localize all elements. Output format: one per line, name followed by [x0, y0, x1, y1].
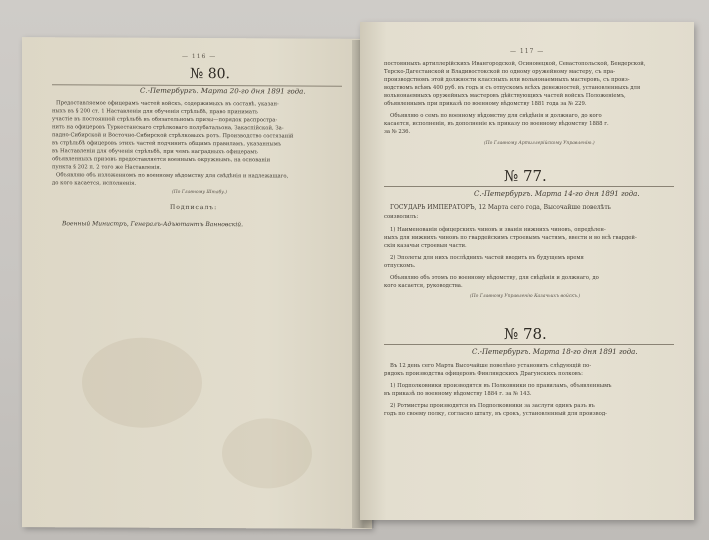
order-80-line: объявленныхъ призовъ предоставляется военнымъ окружнымъ, на основаніи [52, 156, 271, 164]
order-77-line: 1) Наименованія офицерскихъ чиновъ и званія нижнихъ чиновъ, опредѣлен- [390, 227, 606, 233]
top-text-line: постоянныхъ артиллерійскихъ Ивангородской, Осиновецкой, Севастопольской, Бендерской, [384, 61, 646, 67]
order-77-dateline: С.-Петербургъ. Марта 14-го дня 1891 года. [474, 190, 640, 198]
order-80-line: участіе въ постоянной стрѣльбѣ въ обязательномъ призы—порядок распростра- [52, 116, 278, 124]
order-80-source: (По Главному Штабу.) [172, 189, 228, 196]
order-78-heading: № 78. [504, 325, 547, 343]
order-77-line: скія казачьи строевыя части. [384, 243, 467, 249]
top-source: (По Главному Артиллерійскому Управленію.) [484, 141, 595, 146]
top-text-line: за № 236. [384, 129, 411, 135]
left-page [22, 37, 372, 529]
top-text-line: производствомъ этой должности классныхъ или вольнонаемныхъ мастеровъ, съ произ- [384, 77, 630, 83]
order-77-line: отпускомъ. [384, 263, 416, 269]
order-77-line: ГОСУДАРЬ ИМПЕРАТОРЪ, 12 Марта сего года, Высочайше повелѣть [390, 204, 611, 211]
order-80-line: въ стрѣльбѣ офицеровъ этихъ частей подчинить общимъ правиламъ, указаннымъ [52, 140, 282, 148]
order-80-line: Предоставляемое офицерамъ частей войскъ, содержимыхъ въ составѣ, указан- [56, 100, 279, 108]
order-77-line: Объявляю объ этомъ по военному вѣдомству, для свѣдѣнія и должнаго, до [390, 275, 599, 281]
paper-stain [82, 337, 202, 428]
order-77-line: ныхъ для нижнихъ чиновъ по гвардейскимъ строевымъ частямъ, ввести и во всѣ гвардей- [384, 235, 637, 241]
signed-label: Подписалъ: [170, 203, 218, 212]
top-text-line: Терско-Дагестанской и Владивостокской по одному оружейному мастеру, съ пра- [384, 69, 616, 75]
heading-rule [384, 344, 674, 345]
top-text-line: касается, исполненія, въ дополненіе къ приказу по военному вѣдомству 1888 г. [384, 121, 609, 127]
signature-line: Военный Министръ, Генералъ-Адъютантъ Ванновскій. [62, 220, 244, 229]
order-80-line: пункта § 202 п. 2 того же Наставленія. [52, 164, 162, 171]
order-80-line: падно-Сибирской и Восточно-Сибирской стрѣлковыхъ ротъ. Производство состязаній [52, 132, 294, 140]
heading-rule [384, 186, 674, 187]
order-78-line: 1) Подполковники производятся въ Полковники по правиламъ, объявленнымъ [390, 383, 612, 389]
top-text-line: Объявляю о семъ по военному вѣдомству для свѣдѣнія и должнаго, до кого [390, 113, 602, 119]
order-78-line: рядокъ производства офицеровъ Финляндскихъ Драгунскихъ полковъ: [384, 371, 583, 377]
order-77-line: 2) Эполеты для нихъ послѣднихъ частей вводить въ будущемъ время [390, 255, 584, 261]
order-80-line: нить на офицеровъ Туркестанскаго стрѣлковаго полубатальона, Закаспійской, За- [52, 124, 284, 132]
order-78-line: Въ 12 день сего Марта Высочайше повелѣно установить слѣдующій по- [390, 363, 592, 369]
order-80-line: Объявляю объ изложенномъ по военному вѣдомству для свѣдѣнія и надлежащаго, [56, 172, 289, 180]
order-80-line: ныхъ въ § 200 ст. 1 Наставленія для обученія стрѣльбѣ, право принимать [52, 108, 258, 116]
order-80-heading: № 80. [190, 65, 230, 83]
order-78-line: годъ по своему полку, согласно штату, въ срокъ, установленный для производ- [384, 411, 607, 417]
left-page-number: — 116 — [182, 52, 217, 61]
order-80-line: въ Наставленіи для обученія стрѣльбѣ, при чемъ наградныхъ офицерамъ [52, 148, 258, 156]
order-78-dateline: С.-Петербургъ. Марта 18-го дня 1891 года. [472, 348, 638, 356]
order-77-line: кого касается, руководства. [384, 283, 463, 289]
order-77-line: соизволилъ: [384, 214, 419, 220]
right-page-number: — 117 — [510, 48, 545, 55]
top-text-line: объявленнымъ при приказѣ по военному вѣдомству 1881 года за № 229. [384, 101, 587, 107]
order-77-heading: № 77. [504, 167, 547, 185]
order-80-dateline: С.-Петербургъ. Марта 20-го дня 1891 года. [140, 86, 306, 96]
order-78-line: 2) Ротмистры производятся въ Подполковники за заслуги одинъ разъ въ [390, 403, 595, 409]
top-text-line: вольнонаемныхъ оружейныхъ мастеровъ дѣйствующихъ частей войскъ Положеніемъ, [384, 93, 626, 99]
top-text-line: водствомъ всѣмъ 400 руб. въ годъ и съ отпускомъ всѣхъ денежностей, установленныхъ для [384, 85, 641, 91]
order-80-line: до кого касается, исполненія. [52, 180, 137, 187]
right-page [360, 22, 694, 520]
order-77-source: (По Главному Управленію Казачьихъ войскъ.) [470, 294, 581, 299]
order-78-line: въ приказѣ по военному вѣдомству 1884 г. за № 143. [384, 391, 532, 397]
paper-stain [222, 418, 312, 488]
